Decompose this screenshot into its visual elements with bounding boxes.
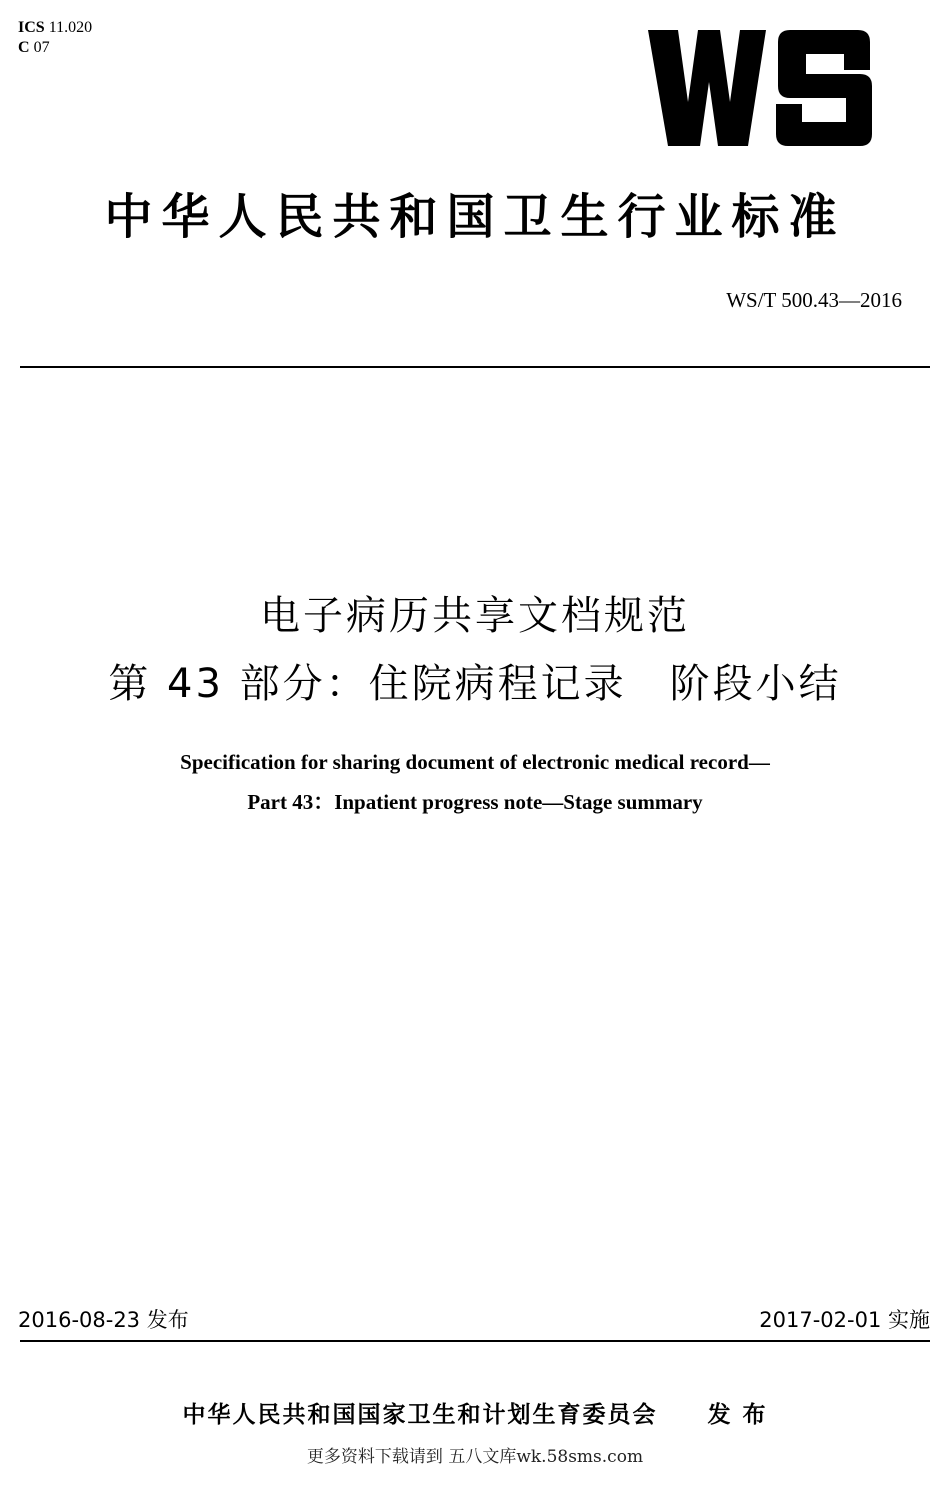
cn-title-line2: 第 43 部分：住院病程记录 阶段小结 — [108, 661, 842, 707]
cn-title-line1: 电子病历共享文档规范 — [260, 593, 690, 639]
classification-codes — [18, 18, 92, 58]
org-title: 中华人民共和国卫生行业标准 — [104, 189, 846, 245]
en-title-line1: Specification for sharing document of electronic medical record— — [180, 750, 770, 774]
ccs-label: C — [18, 39, 30, 56]
ccs-code — [18, 38, 92, 58]
ics-label: ICS — [18, 19, 45, 36]
issue-date: 2016-08-23 发布 — [18, 1308, 189, 1332]
ics-value: 11.020 — [48, 19, 93, 36]
publisher: 中华人民共和国国家卫生和计划生育委员会 发 布 — [182, 1402, 768, 1428]
ccs-value: 07 — [33, 39, 50, 56]
header-divider — [20, 366, 930, 368]
watermark-text: 更多资料下载请到 五八文库wk.58sms.com — [306, 1447, 644, 1467]
ws-logo — [648, 30, 873, 146]
footer-divider — [20, 1340, 930, 1342]
ics-code — [18, 18, 92, 38]
standard-code: WS/T 500.43—2016 — [726, 288, 902, 312]
implement-date: 2017-02-01 实施 — [759, 1308, 930, 1332]
en-title-line2: Part 43：Inpatient progress note—Stage summary — [247, 790, 703, 814]
